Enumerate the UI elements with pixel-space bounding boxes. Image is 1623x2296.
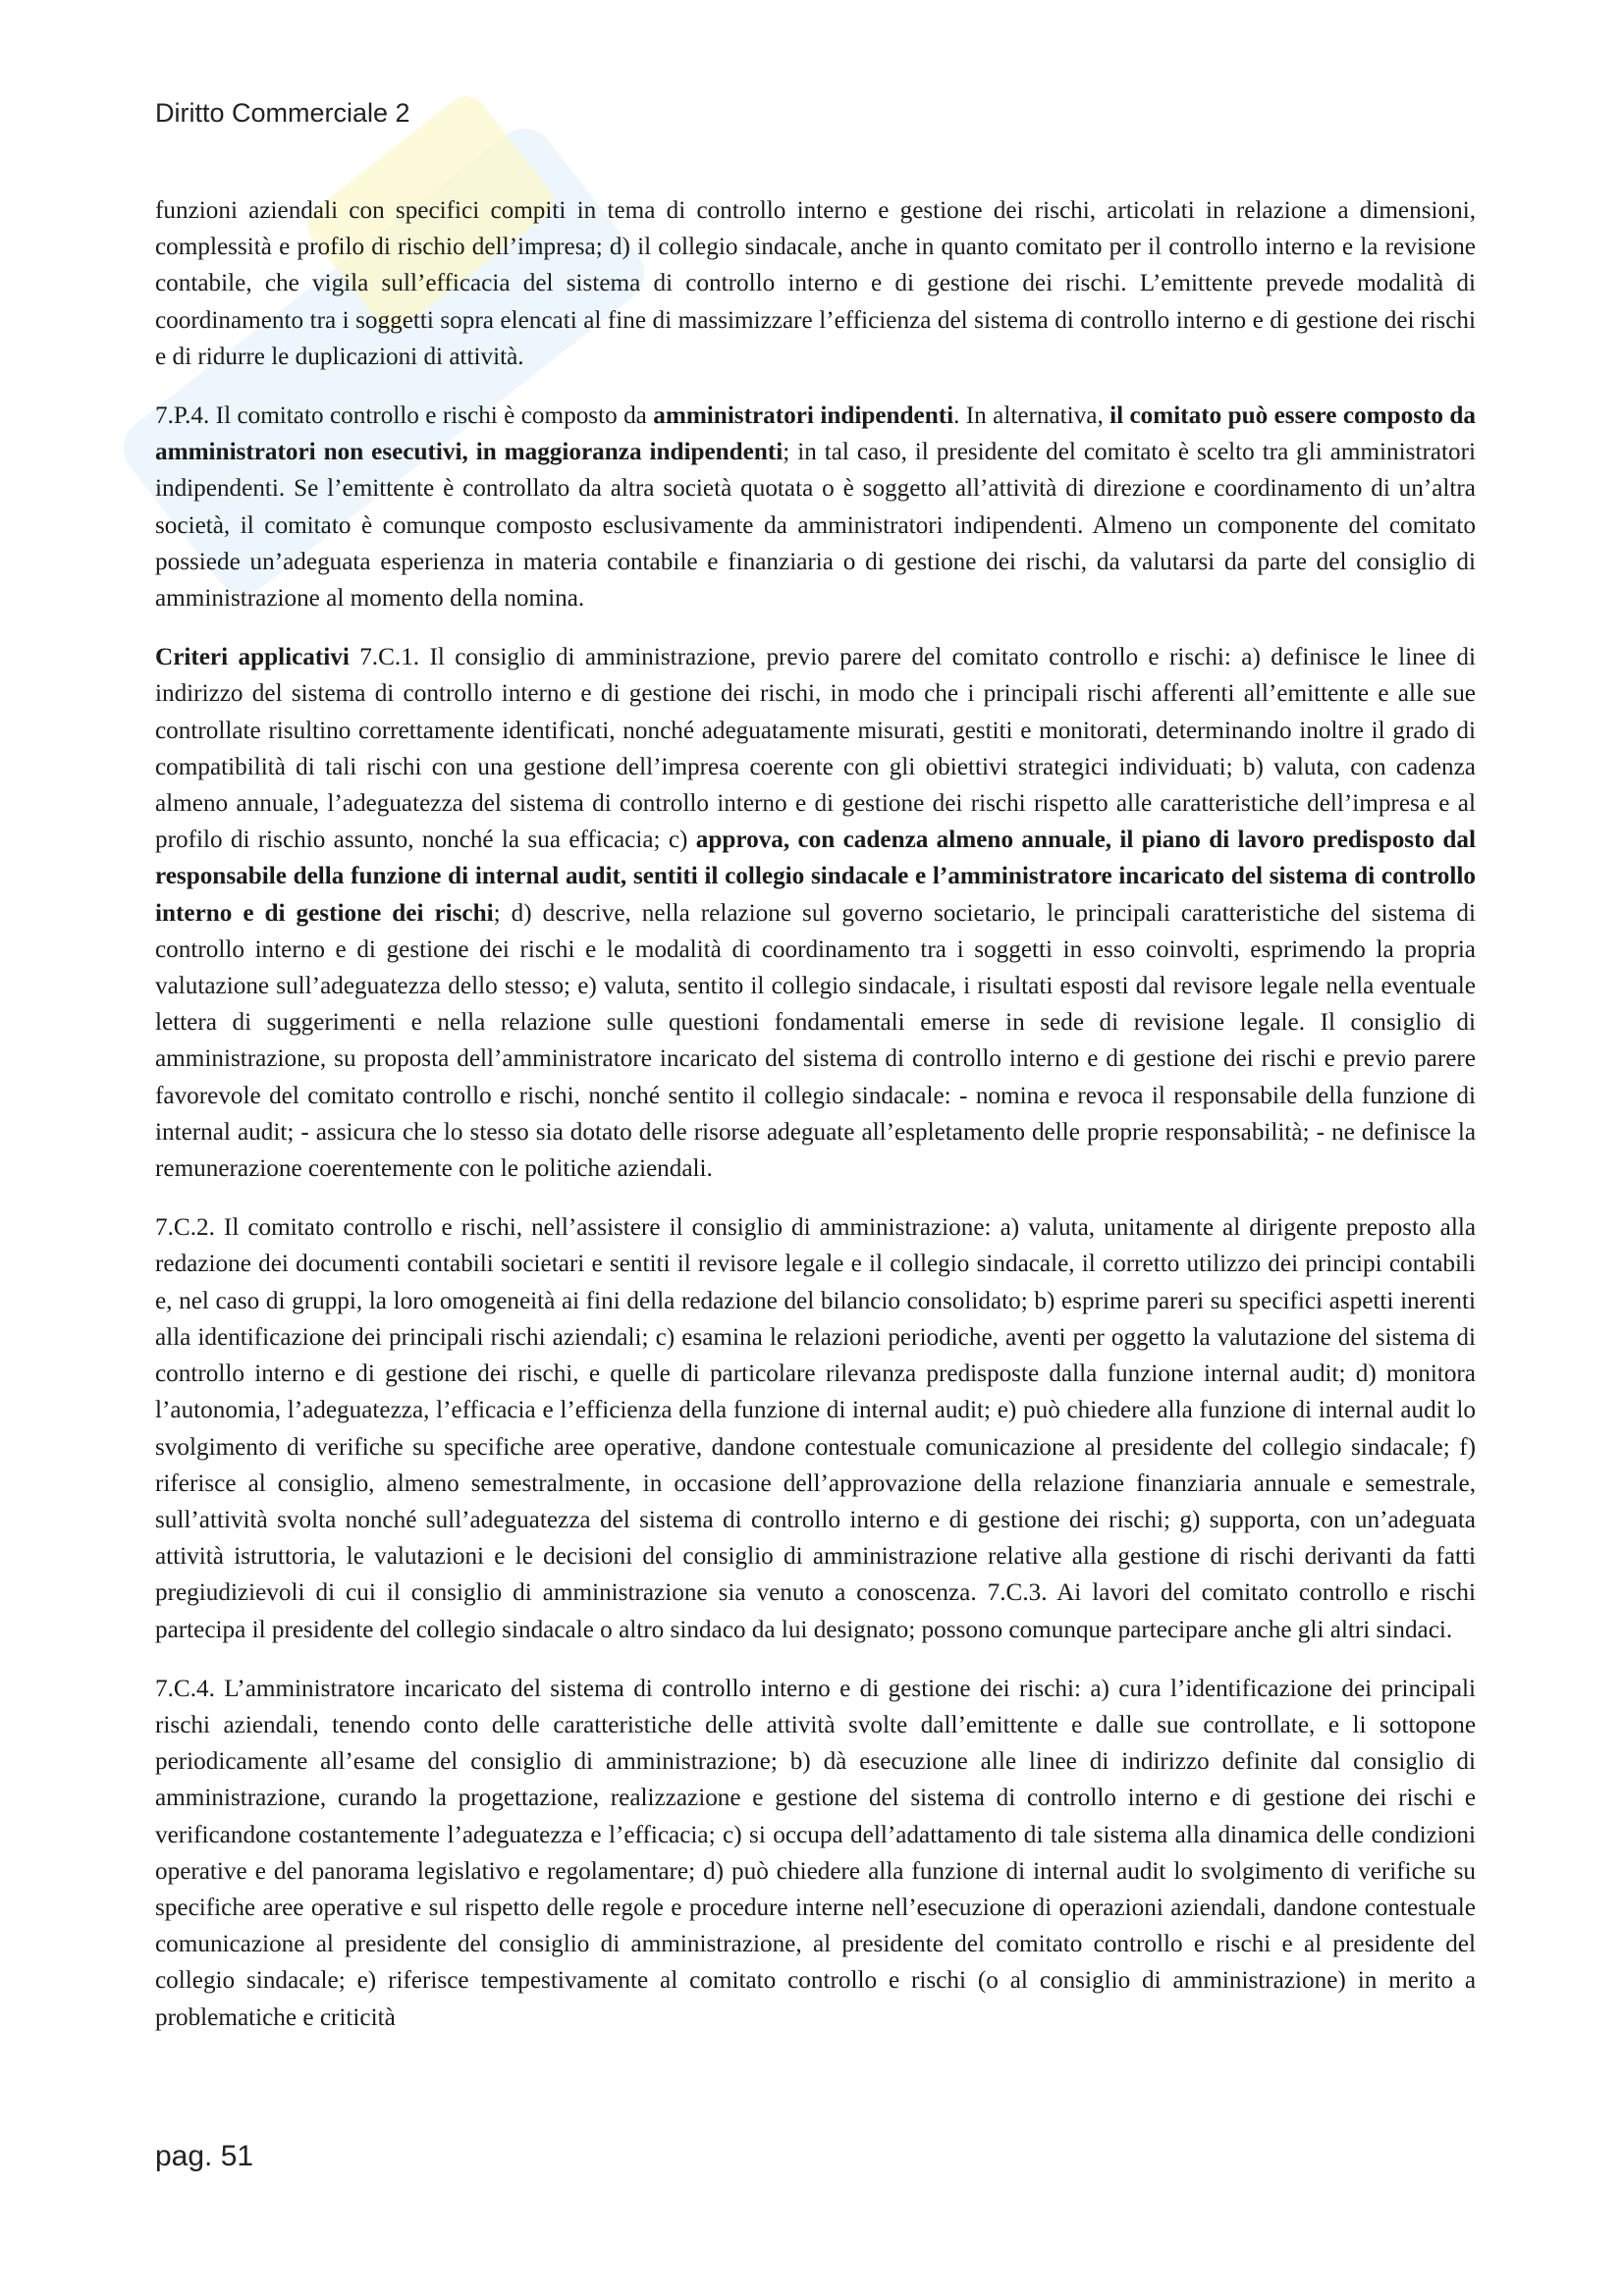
text-run: funzioni aziendali con specifici compiti in tema di controllo interno e gestione dei rischi, articolati in relazione a dimensioni, complessità e profilo di rischio dell’impresa; d) il collegio sindacale, anche in quanto comitato per il controllo interno e la revisione contabile, che vigila sull’efficacia del sistema di controllo interno e di gestione dei rischi. L’emittente prevede modalità di coordinamento tra i soggetti sopra elencati al fine di massimizzare l’efficienza del sistema di controllo interno e di gestione dei rischi e di ridurre le duplicazioni di attività.	[155, 197, 1476, 370]
text-run: 7.C.4. L’amministratore incaricato del sistema di controllo interno e di gestione dei rischi: a) cura l’identificazione dei principali rischi aziendali, tenendo conto delle caratteristiche delle attività svolte dall’emittente e dalle sue controllate, e li sottopone periodicamente all’esame del consiglio di amministrazione; b) dà esecuzione alle linee di indirizzo definite dal consiglio di amministrazione, curando la progettazione, realizzazione e gestione del sistema di controllo interno e di gestione dei rischi e verificandone costantemente l’adeguatezza e l’efficacia; c) si occupa dell’adattamento di tale sistema alla dinamica delle condizioni operative e del panorama legislativo e regolamentare; d) può chiedere alla funzione di internal audit lo svolgimento di verifiche su specifiche aree operative e sul rispetto delle regole e procedure interne nell’esecuzione di operazioni aziendali, dandone contestuale comunicazione al presidente del consiglio di amministrazione, al presidente del comitato controllo e rischi e al presidente del collegio sindacale; e) riferisce tempestivamente al comitato controllo e rischi (o al consiglio di amministrazione) in merito a problematiche e criticità	[155, 1675, 1476, 2031]
paragraph	[155, 398, 1476, 616]
text-run: . In alternativa,	[953, 402, 1110, 430]
paragraph	[155, 192, 1476, 375]
running-header: Diritto Commerciale 2	[155, 98, 410, 128]
text-run: 7.P.4. Il comitato controllo e rischi è composto da	[155, 402, 654, 430]
paragraph	[155, 1209, 1476, 1647]
text-run: 7.C.2. Il comitato controllo e rischi, nell’assistere il consiglio di amministrazione: a) valuta, unitamente al dirigente preposto alla redazione dei documenti contabili societari e sentiti il revisore legale e il collegio sindacale, il corretto utilizzo dei principi contabili e, nel caso di gruppi, la loro omogeneità ai fini della redazione del bilancio consolidato; b) esprime pareri su specifici aspetti inerenti alla identificazione dei principali rischi aziendali; c) esamina le relazioni periodiche, aventi per oggetto la valutazione del sistema di controllo interno e di gestione dei rischi, e quelle di particolare rilevanza predisposte dalla funzione internal audit; d) monitora l’autonomia, l’adeguatezza, l’efficacia e l’efficienza della funzione di internal audit; e) può chiedere alla funzione di internal audit lo svolgimento di verifiche su specifiche aree operative, dandone contestuale comunicazione al presidente del collegio sindacale; f) riferisce al consiglio, almeno semestralmente, in occasione dell’approvazione della relazione finanziaria annuale e semestrale, sull’attività svolta nonché sull’adeguatezza del sistema di controllo interno e di gestione dei rischi; g) supporta, con un’adeguata attività istruttoria, le valutazioni e le decisioni del consiglio di amministrazione relative alla gestione di rischi derivanti da fatti pregiudizievoli di cui il consiglio di amministrazione sia venuto a conoscenza. 7.C.3. Ai lavori del comitato controllo e rischi partecipa il presidente del collegio sindacale o altro sindaco da lui designato; possono comunque partecipare anche gli altri sindaci.	[155, 1214, 1476, 1643]
text-run: 7.C.1. Il consiglio di amministrazione, previo parere del comitato controllo e rischi: a) definisce le linee di indirizzo del sistema di controllo interno e di gestione dei rischi, in modo che i principali rischi afferenti all’emittente e alle sue controllate risultino correttamente identificati, nonché adeguatamente misurati, gestiti e monitorati, determinando inoltre il grado di compatibilità di tali rischi con una gestione dell’impresa coerente con gli obiettivi strategici individuati; b) valuta, con cadenza almeno annuale, l’adeguatezza del sistema di controllo interno e di gestione dei rischi rispetto alle caratteristiche dell’impresa e al profilo di rischio assunto, nonché la sua efficacia; c)	[155, 644, 1476, 854]
paragraph	[155, 639, 1476, 1187]
text-run: ; d) descrive, nella relazione sul governo societario, le principali caratteristiche del sistema di controllo interno e di gestione dei rischi e le modalità di coordinamento tra i soggetti in esso coinvolti, esprimendo la propria valutazione sull’adeguatezza dello stesso; e) valuta, sentito il collegio sindacale, i risultati esposti dal revisore legale nella eventuale lettera di suggerimenti e nella relazione sulle questioni fondamentali emerse in sede di revisione legale. Il consiglio di amministrazione, su proposta dell’amministratore incaricato del sistema di controllo interno e di gestione dei rischi e previo parere favorevole del comitato controllo e rischi, nonché sentito il collegio sindacale: - nomina e revoca il responsabile della funzione di internal audit; - assicura che lo stesso sia dotato delle risorse adeguate all’espletamento delle proprie responsabilità; - ne definisce la remunerazione coerentemente con le politiche aziendali.	[155, 899, 1476, 1183]
bold-text-run: approva, con cadenza almeno annuale, il piano di lavoro predisposto dal responsabile della funzione di internal audit, sentiti il collegio sindacale e l’amministratore incaricato del sistema di controllo interno e di gestione dei rischi	[155, 827, 1477, 927]
bold-text-run: Criteri applicativi	[155, 644, 350, 671]
body-text	[155, 192, 1476, 2058]
paragraph	[155, 1671, 1476, 2036]
text-run: ; in tal caso, il presidente del comitato è scelto tra gli amministratori indipendenti. Se l’emittente è controllato da altra società quotata o è soggetto all’attività di direzione e coordinamento di un’altra società, il comitato è comunque composto esclusivamente da amministratori indipendenti. Almeno un componente del comitato possiede un’adeguata esperienza in materia contabile e finanziaria o di gestione dei rischi, da valutarsi da parte del consiglio di amministrazione al momento della nomina.	[155, 439, 1476, 613]
page-number: pag. 51	[155, 2140, 254, 2172]
bold-text-run: il comitato può essere composto da amministratori non esecutivi, in maggioranza indipendenti	[155, 402, 1476, 466]
bold-text-run: amministratori indipendenti	[653, 402, 954, 430]
